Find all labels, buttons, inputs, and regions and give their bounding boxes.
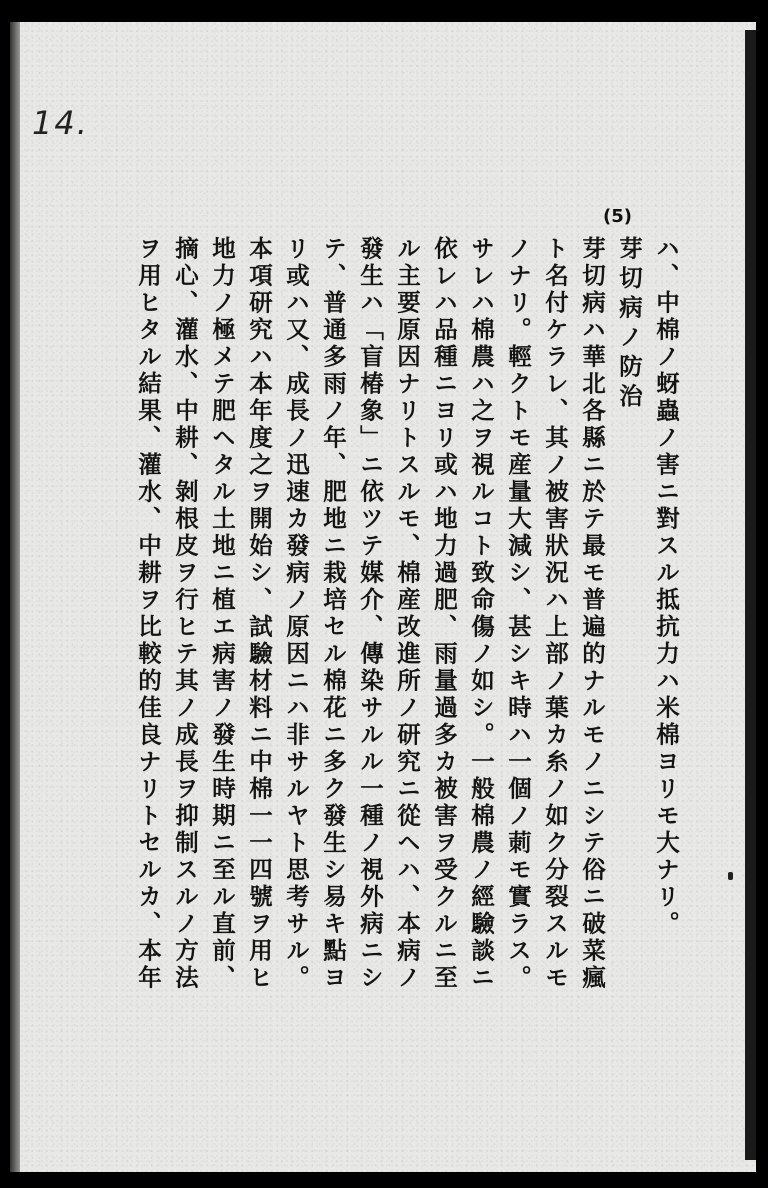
page-right-edge — [745, 30, 756, 1160]
text-column: 本項研究ハ本年度之ヲ開始シ、試驗材料ニ中棉一一四號ヲ用ヒ — [245, 236, 273, 992]
text-column: ノナリ。輕クトモ産量大減シ、甚シキ時ハ一個ノ莿モ實ラス。 — [504, 236, 532, 992]
text-column: ヲ用ヒタル結果、灌水、中耕ヲ比較的佳良ナリトセルカ、本年 — [134, 236, 162, 992]
text-column: ハ、中棉ノ蚜蟲ノ害ニ對スル抵抗力ハ米棉ヨリモ大ナリ。 — [652, 236, 680, 938]
page-left-edge — [10, 22, 20, 1172]
section-heading: 芽切病ノ防治 — [615, 236, 643, 413]
text-column: 芽切病ハ華北各縣ニ於テ最モ普遍的ナルモノニシテ俗ニ破菜瘋 — [578, 236, 606, 992]
text-column: テ、普通多雨ノ年、肥地ニ栽培セル棉花ニ多ク發生シ易キ點ヨ — [319, 236, 347, 992]
ink-speck — [728, 872, 733, 880]
text-column: ト名付ケラレ、其ノ被害狀況ハ上部ノ葉カ糸ノ如ク分裂スルモ — [541, 236, 569, 992]
vertical-text-body — [134, 236, 680, 1066]
text-column: 摘心、灌水、中耕、剝根皮ヲ行ヒテ其ノ成長ヲ抑制スルノ方法 — [171, 236, 199, 992]
text-column: 地力ノ極メテ肥ヘタル土地ニ植エ病害ノ發生時期ニ至ル直前、 — [208, 236, 236, 992]
text-column: リ或ハ又、成長ノ迅速カ發病ノ原因ニハ非サルヤト思考サル。 — [282, 236, 310, 992]
text-column: サレハ棉農ハ之ヲ視ルコト致命傷ノ如シ。一般棉農ノ經驗談ニ — [467, 236, 495, 992]
text-column: ル主要原因ナリトスルモ、棉産改進所ノ研究ニ從ヘハ、本病ノ — [393, 236, 421, 992]
text-column: 依レハ品種ニヨリ或ハ地力過肥、雨量過多カ被害ヲ受クルニ至 — [430, 236, 458, 992]
section-marker: (5) — [603, 206, 632, 227]
text-column: 發生ハ「盲椿象」ニ依ツテ媒介、傳染サルル一種ノ視外病ニシ — [356, 236, 384, 992]
handwritten-page-number: 14. — [32, 104, 89, 142]
